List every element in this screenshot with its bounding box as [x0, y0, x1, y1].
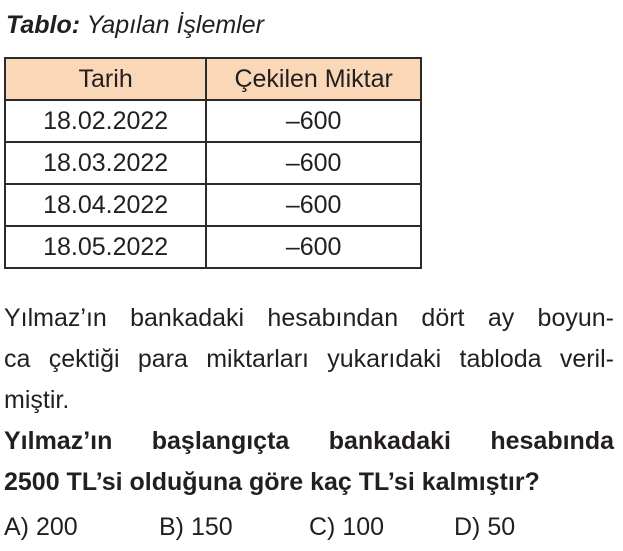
cell-amount: –600: [206, 100, 421, 142]
table-row: [5, 184, 421, 226]
table-row: [5, 142, 421, 184]
cell-amount: –600: [206, 184, 421, 226]
option-b[interactable]: B) 150: [159, 513, 233, 541]
question-line: miştir.: [4, 386, 70, 414]
table-row: [5, 100, 421, 142]
question-text: [4, 298, 614, 503]
caption-title: Yapılan İşlemler: [86, 11, 264, 39]
question-line: ca çektiği para miktarları yukarıdaki tabloda veril-: [4, 345, 614, 373]
cell-date: 18.05.2022: [5, 226, 206, 268]
option-c[interactable]: C) 100: [309, 513, 385, 541]
cell-date: 18.02.2022: [5, 100, 206, 142]
cell-date: 18.03.2022: [5, 142, 206, 184]
cell-amount: –600: [206, 226, 421, 268]
table-row: [5, 226, 421, 268]
table-header-row: [5, 58, 421, 100]
table-caption: [6, 10, 264, 40]
column-header-date: Tarih: [5, 58, 206, 100]
transactions-table: [4, 57, 422, 269]
option-a[interactable]: A) 200: [4, 513, 78, 541]
option-d[interactable]: D) 50: [454, 513, 516, 541]
cell-date: 18.04.2022: [5, 184, 206, 226]
question-line: Yılmaz’ın bankadaki hesabından dört ay boyun-: [4, 304, 614, 332]
caption-label: Tablo:: [6, 11, 81, 39]
cell-amount: –600: [206, 142, 421, 184]
question-prompt-line: 2500 TL’si olduğuna göre kaç TL’si kalmıştır?: [4, 468, 540, 496]
question-prompt-line: Yılmaz’ın başlangıçta bankadaki hesabında: [4, 427, 614, 455]
column-header-amount: Çekilen Miktar: [206, 58, 421, 100]
